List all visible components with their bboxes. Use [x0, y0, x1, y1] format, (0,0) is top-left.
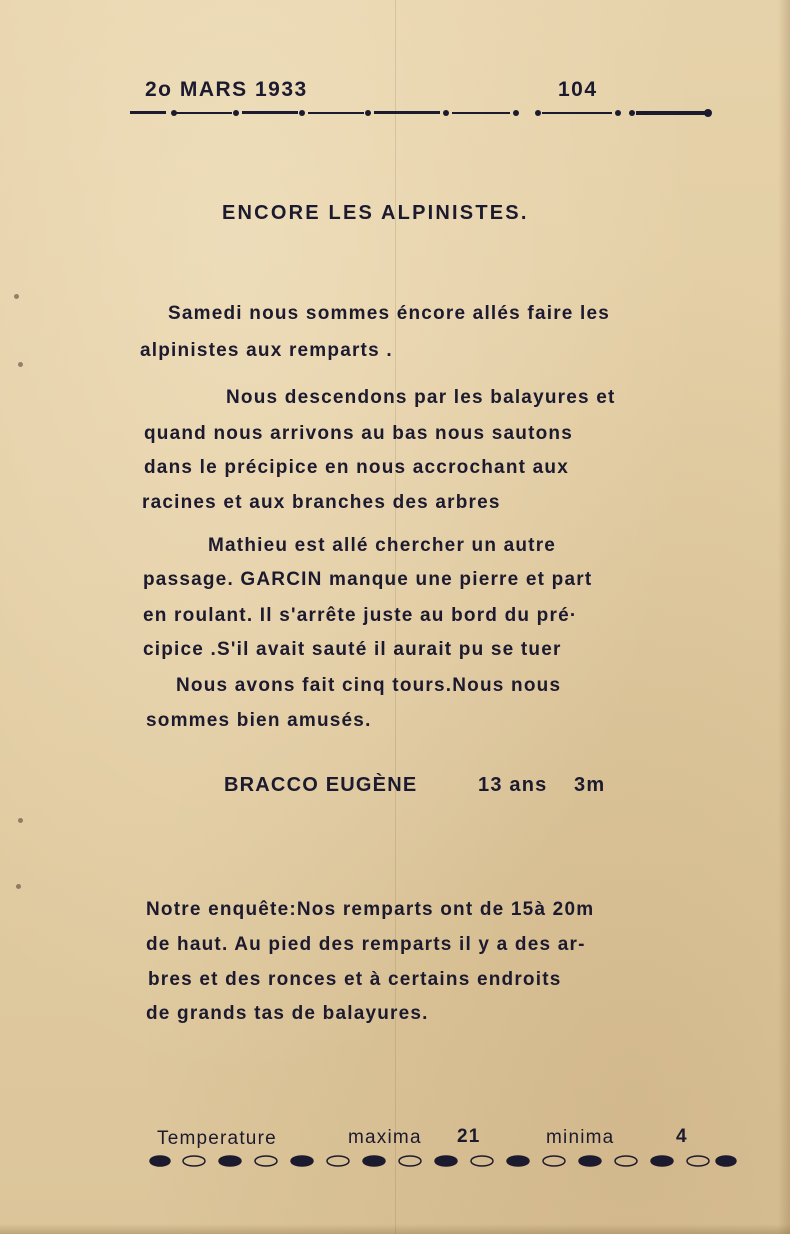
text-line: cipice .S'il avait sauté il aurait pu se tuer — [143, 639, 562, 660]
text-line: quand nous arrivons au bas nous sautons — [144, 423, 573, 444]
text-line: racines et aux branches des arbres — [142, 492, 501, 513]
maxima-value: 21 — [457, 1126, 481, 1147]
maxima-label: maxima — [348, 1127, 422, 1148]
footer-ornament-dots — [148, 1150, 738, 1172]
margin-mark — [18, 362, 23, 367]
header-date: 2o MARS 1933 — [145, 78, 308, 101]
author-name: BRACCO EUGÈNE — [224, 774, 418, 796]
paper-edge-right — [778, 0, 790, 1234]
text-line: passage. GARCIN manque une pierre et part — [143, 569, 593, 590]
author-class: 3m — [574, 774, 606, 796]
margin-mark — [16, 884, 21, 889]
article-title: ENCORE LES ALPINISTES. — [222, 202, 529, 224]
text-line: alpinistes aux remparts . — [140, 340, 393, 361]
text-line: Samedi nous sommes éncore allés faire les — [168, 303, 611, 324]
enquete-line: Notre enquête:Nos remparts ont de 15à 20m — [146, 899, 595, 920]
author-age: 13 ans — [478, 774, 548, 796]
enquete-line: de grands tas de balayures. — [146, 1003, 429, 1024]
minima-label: minima — [546, 1127, 615, 1148]
text-line: Mathieu est allé chercher un autre — [208, 535, 557, 556]
enquete-line: de haut. Au pied des remparts il y a des ar- — [146, 934, 586, 955]
text-line: Nous descendons par les balayures et — [226, 387, 616, 408]
enquete-line: bres et des ronces et à certains endroits — [148, 969, 562, 990]
paper-edge-bottom — [0, 1224, 790, 1234]
header-ornament-rule — [130, 108, 712, 118]
margin-mark — [14, 294, 19, 299]
text-line: sommes bien amusés. — [146, 710, 372, 731]
margin-mark — [18, 818, 23, 823]
minima-value: 4 — [676, 1126, 688, 1147]
text-line: Nous avons fait cinq tours.Nous nous — [176, 675, 562, 696]
text-line: dans le précipice en nous accrochant aux — [144, 457, 569, 478]
text-line: en roulant. Il s'arrête juste au bord du pré· — [143, 605, 578, 626]
page-number: 104 — [558, 78, 598, 101]
temperature-label: Temperature — [157, 1128, 277, 1149]
